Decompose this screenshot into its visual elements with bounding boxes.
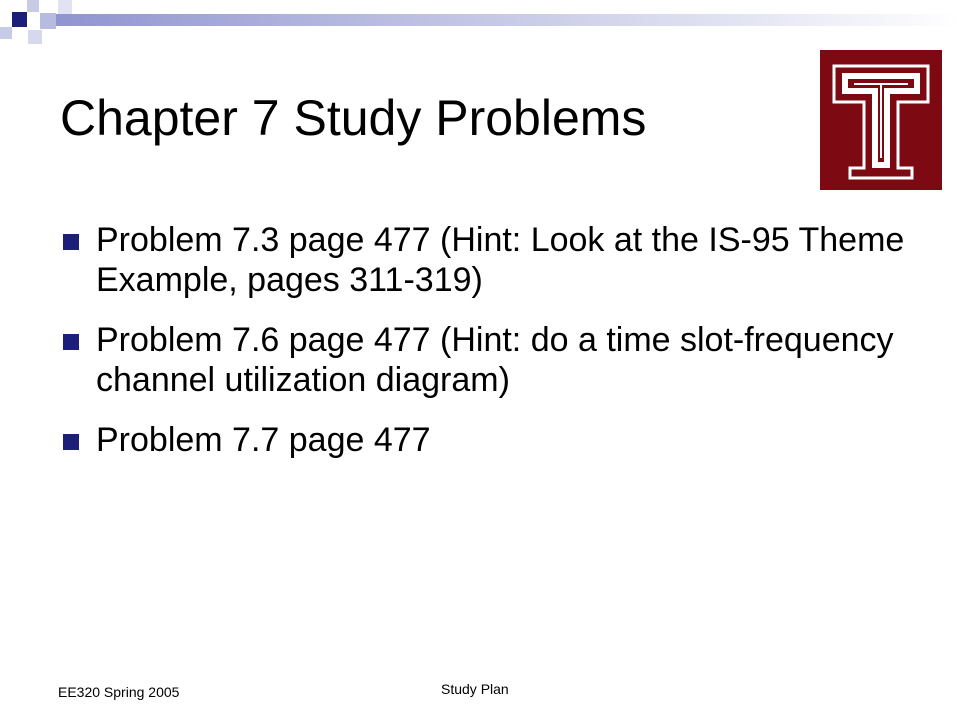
square-bullet-icon bbox=[63, 434, 79, 450]
list-item bbox=[60, 320, 920, 400]
temple-t-logo-icon bbox=[820, 50, 942, 190]
list-item-text: Problem 7.7 page 477 bbox=[96, 421, 431, 459]
footer-section-label: Study Plan bbox=[441, 681, 509, 697]
decorative-square bbox=[27, 0, 39, 12]
decorative-square-navy bbox=[12, 12, 27, 27]
decorative-square bbox=[58, 0, 72, 14]
list-item bbox=[60, 220, 920, 300]
slide-title: Chapter 7 Study Problems bbox=[60, 90, 647, 146]
decorative-square bbox=[28, 30, 42, 44]
list-item-text: Problem 7.3 page 477 (Hint: Look at the IS-95 Theme Example, pages 311-319) bbox=[96, 221, 905, 299]
bullet-list bbox=[60, 220, 920, 480]
list-item bbox=[60, 420, 920, 460]
square-bullet-icon bbox=[63, 334, 79, 350]
header-gradient-band bbox=[40, 14, 960, 26]
square-bullet-icon bbox=[63, 234, 79, 250]
footer-course-label: EE320 Spring 2005 bbox=[58, 684, 180, 700]
decorative-square bbox=[0, 27, 12, 39]
list-item-text: Problem 7.6 page 477 (Hint: do a time slot-frequency channel utilization diagram) bbox=[96, 321, 894, 399]
decorative-square bbox=[40, 13, 56, 29]
